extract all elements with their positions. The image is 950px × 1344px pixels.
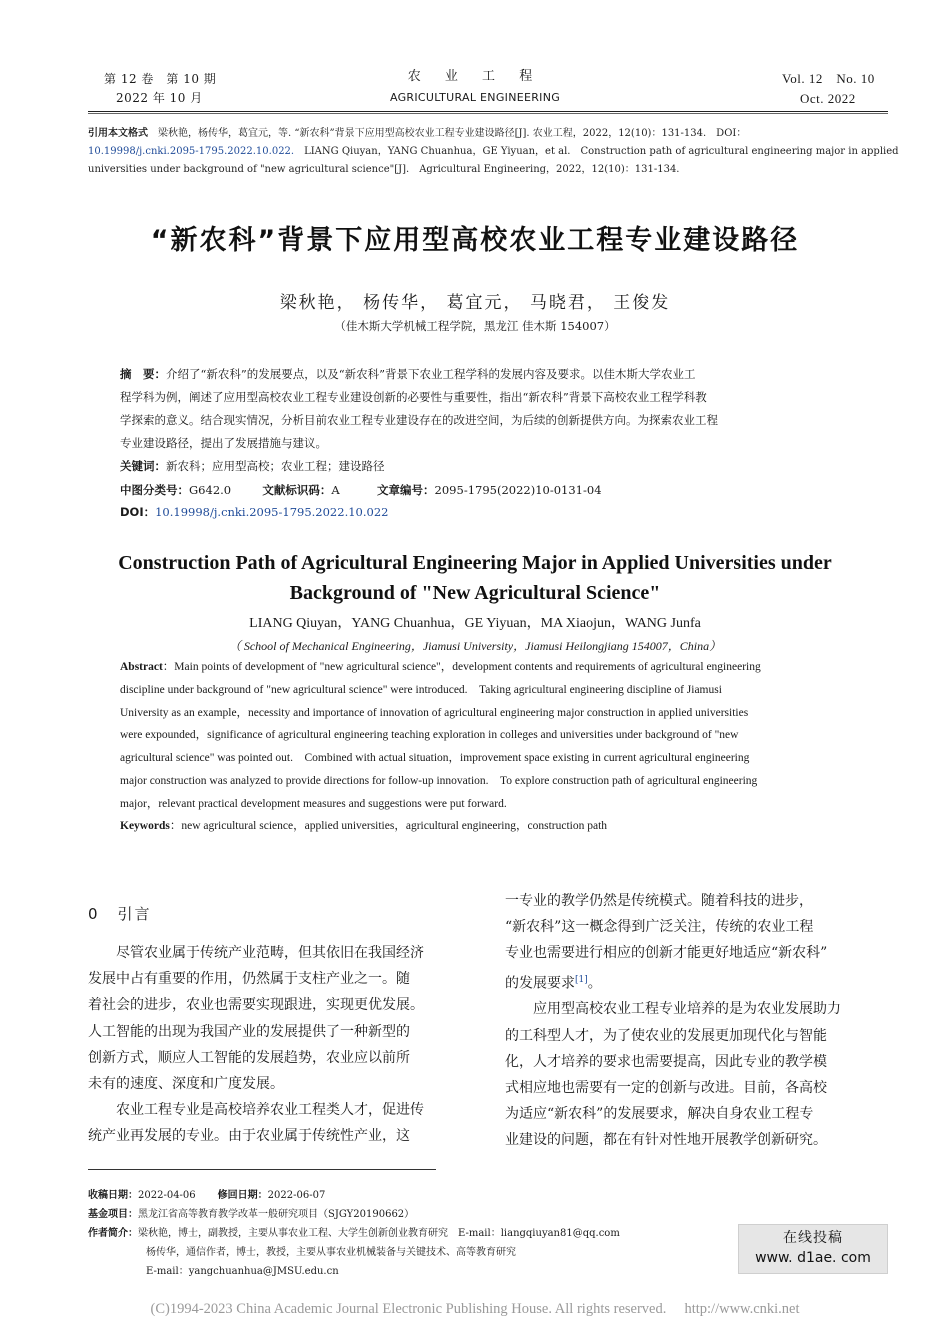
author-intro-2: 杨传华，通信作者，博士，教授，主要从事农业机械装备与关键技术、高等教育研究 [146,1247,516,1258]
body-line: 着社会的进步，农业也需要实现跟进，实现更优发展。 [88,997,424,1014]
right-paragraph-1 [505,888,889,996]
header-journal-cn: 农 业 工 程 [407,69,543,84]
title-cn: “新农科”背景下应用型高校农业工程专业建设路径 [150,225,800,256]
body-line: 化，人才培养的要求也需要提高，因此专业的教学模 [505,1053,827,1070]
abstract-cn-line: 学探索的意义。结合现实情况，分析目前农业工程专业建设存在的改进空间，为后续的创新提供方向。为探索农业工程 [120,413,718,427]
stamp-line-1: 在线投稿 [783,1230,843,1246]
authors-en: LIANG Qiuyan，YANG Chuanhua，GE Yiyuan，MA Xiaojun，WANG Junfa [249,616,701,631]
abstract-en-line: agricultural science" was pointed out. Combined with actual situation，improvement space existing in current agricultural engineering [120,752,750,765]
body-line: 式相应地也需要有一定的创新与改进。目前，各高校 [505,1080,827,1097]
abstract-en-line: discipline under background of "new agricultural science" were introduced. Taking agricultural engineering discipline of Jiamusi [120,683,722,696]
doi-label: DOI： [120,505,156,519]
citation-en-2: universities under background of "new agricultural science"[J]. Agricultural Engineering，2022，12(10)：131-134. [88,164,680,175]
abstract-cn-line: 程学科为例，阐述了应用型高校农业工程专业建设创新的必要性与重要性，指出“新农科”背景下高校农业工程学科教 [120,390,707,404]
citation-label: 引用本文格式 [88,128,148,139]
keywords-cn-label: 关键词： [120,459,166,473]
footnote-rule [88,1169,436,1170]
fund-text: 黑龙江省高等教育教学改革一般研究项目（SJGY20190662） [138,1209,415,1220]
abstract-en-line: major，relevant practical development measures and suggestions were put forward. [120,797,507,810]
title-en-line-1: Construction Path of Agricultural Engineering Major in Applied Universities under [118,552,832,574]
fund-label: 基金项目： [88,1209,138,1220]
doc-code-label: 文献标识码： [262,483,332,497]
right-column [505,888,889,1154]
keywords-en-text: ：new agricultural science，applied universities，agricultural engineering，construction path [169,820,608,832]
received-date: 2022-04-06 [138,1190,196,1201]
doc-code-value: A [331,483,340,497]
body-line: 创新方式，顺应人工智能的发展趋势，农业应以前所 [88,1049,410,1066]
abstract-en [120,656,860,816]
right-paragraph-2 [505,996,889,1153]
section-heading [88,903,152,924]
body-line: 农业工程专业是高校培养农业工程类人才，促进传 [116,1102,424,1119]
header-date-en: Oct. 2022 [800,91,856,106]
keywords-cn [120,455,385,477]
body-line: 未有的速度、深度和广度发展。 [88,1076,284,1093]
abstract-cn-line: 介绍了“新农科”的发展要点，以及“新农科”背景下农业工程学科的发展内容及要求。以佳木斯大学农业工 [166,367,696,381]
body-line: 人工智能的出现为我国产业的发展提供了一种新型的 [88,1023,410,1040]
classification-line [120,479,602,501]
section-title: 引言 [117,905,152,923]
affiliation-cn: （佳木斯大学机械工程学院，黑龙江 佳木斯 154007） [334,319,616,333]
abstract-en-label: Abstract [120,661,163,673]
body-line: 为适应“新农科”的发展要求，解决自身农业工程专 [505,1106,814,1123]
clc-value: G642.0 [189,483,232,497]
doi-line [120,501,388,523]
revised-date: 2022-06-07 [267,1190,326,1201]
left-paragraph-1 [88,940,472,1097]
citation-block [88,125,898,179]
abstract-en-line: were expounded，significance of agricultural engineering teaching exploration in colleges and universities under background of "new [120,729,739,742]
abstract-cn-label: 摘 要： [120,367,166,381]
header-journal-en: AGRICULTURAL ENGINEERING [389,91,561,104]
body-line: 业建设的问题，都在有针对性地开展教学创新研究。 [505,1132,827,1149]
header-rule-thin [88,113,888,114]
footnote-block [88,1186,738,1281]
body-line: “新农科”这一概念得到广泛关注，传统的农业工程 [505,919,814,936]
stamp-line-2: www. d1ae. com [755,1250,871,1266]
citation-cn: 梁秋艳，杨传华，葛宜元，等. “新农科”背景下应用型高校农业工程专业建设路径[J]. 农业工程，2022，12(10)：131-134. DOI： [158,128,747,139]
author-intro-label: 作者简介： [88,1228,138,1239]
author-intro-1: 梁秋艳，博士，副教授，主要从事农业工程、大学生创新创业教育研究 E-mail：liangqiuyan81@qq.com [138,1228,620,1239]
abstract-en-line: University as an example，necessity and importance of innovation of agricultural engineering major construction in applied universities [120,706,749,719]
left-column [88,940,472,1150]
abstract-en-line: ：Main points of development of "new agricultural science"，development contents and requirements of agricultural engineering [162,661,761,673]
body-text: 。 [587,975,602,992]
body-line: 专业也需要进行相应的创新才能更好地适应“新农科” [505,945,828,962]
citation-en-1: LIANG Qiuyan，YANG Chuanhua，GE Yiyuan，et al. Construction path of agricultural engineering major in applied [294,146,899,157]
left-paragraph-2 [88,1097,472,1149]
header-rule [88,111,888,112]
body-text: 的发展要求 [505,975,575,992]
title-en [60,548,890,608]
online-submission-stamp[interactable] [738,1224,888,1274]
abstract-cn [120,363,860,455]
header-date-cn: 2022 年 10 月 [116,91,203,105]
article-no-value: 2095-1795(2022)10-0131-04 [434,483,602,497]
body-line: 的工科型人才，为了使农业的发展更加现代化与智能 [505,1027,827,1044]
keywords-cn-text: 新农科；应用型高校；农业工程；建设路径 [166,459,385,473]
received-label: 收稿日期： [88,1190,138,1201]
article-no-label: 文章编号： [377,483,435,497]
citation-doi-link[interactable]: 10.19998/j.cnki.2095-1795.2022.10.022. [88,146,295,157]
body-line: 应用型高校农业工程专业培养的是为农业发展助力 [533,1001,841,1018]
authors-cn: 梁秋艳， 杨传华， 葛宜元， 马晓君， 王俊发 [279,293,671,313]
section-number: 0 [88,905,100,923]
author-intro-2-email: E-mail：yangchuanhua@JMSU.edu.cn [146,1266,339,1277]
body-line: 统产业再发展的专业。由于农业属于传统性产业，这 [88,1128,410,1145]
header-volume-en: Vol. 12 No. 10 [782,71,875,86]
body-line: 尽管农业属于传统产业范畴，但其依旧在我国经济 [116,945,424,961]
abstract-en-line: major construction was analyzed to provide directions for follow-up innovation. To explore construction path of agricultural engineering [120,774,758,787]
body-line: 发展中占有重要的作用，仍然属于支柱产业之一。随 [88,971,410,988]
copyright-footer: (C)1994-2023 China Academic Journal Electronic Publishing House. All rights reserved. http://www.cnki.net [150,1301,800,1317]
clc-label: 中图分类号： [120,483,189,497]
keywords-en [120,815,607,838]
keywords-en-label: Keywords [120,820,170,832]
abstract-cn-line: 专业建设路径，提出了发展措施与建议。 [120,436,327,450]
doi-link[interactable]: 10.19998/j.cnki.2095-1795.2022.10.022 [155,505,389,519]
revised-label: 修回日期： [217,1190,268,1201]
affiliation-en: （ School of Mechanical Engineering，Jiamusi University，Jiamusi Heilongjiang 154007，China） [228,639,722,653]
body-line: 一专业的教学仍然是传统模式。随着科技的进步， [505,893,813,909]
body-line [505,967,889,997]
header-volume-cn: 第 12 卷 第 10 期 [104,72,217,86]
title-en-line-2: Background of "New Agricultural Science" [289,582,661,604]
reference-link[interactable]: [1] [575,974,588,985]
